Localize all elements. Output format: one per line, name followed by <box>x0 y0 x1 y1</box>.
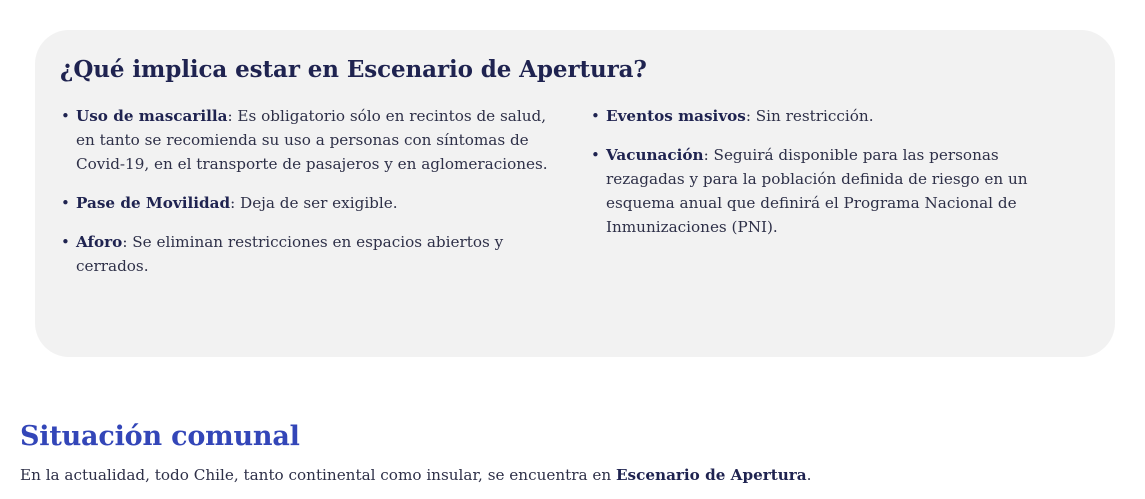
list-item-text: : Es obligatorio sólo en recintos de salud, en tanto se recomienda su uso a personas con síntomas de Covid-19, en el transporte de pasajeros y en aglomeraciones. <box>76 107 548 173</box>
opening-scenario-card <box>35 30 1115 357</box>
bullet-icon: • <box>591 107 600 125</box>
list-item-term: Uso de mascarilla <box>76 107 228 125</box>
list-item-term: Eventos masivos <box>606 107 746 125</box>
list-item-text: : Sin restricción. <box>745 107 874 125</box>
card-title: ¿Qué implica estar en Escenario de Apertura? <box>60 56 647 83</box>
bullet-icon: • <box>61 194 70 212</box>
list-item-mask <box>60 104 550 176</box>
left-column <box>60 104 550 293</box>
list-item-text: : Seguirá disponible para las personas rezagadas y para la población definida de riesgo en un esquema anual que definirá el Programa Nacional de Inmunizaciones (PNI). <box>606 146 1028 236</box>
list-item-text: : Se eliminan restricciones en espacios abiertos y cerrados. <box>76 233 504 275</box>
bullet-icon: • <box>591 146 600 164</box>
right-list <box>590 104 1040 239</box>
list-item-text: : Deja de ser exigible. <box>230 194 398 212</box>
bullet-icon: • <box>61 107 70 125</box>
list-item-vaccination <box>590 143 1040 239</box>
right-column <box>590 104 1040 254</box>
list-item-term: Pase de Movilidad <box>76 194 231 212</box>
list-item-term: Vacunación <box>606 146 704 164</box>
bullet-icon: • <box>61 233 70 251</box>
section-text-before: En la actualidad, todo Chile, tanto continental como insular, se encuentra en <box>20 466 616 484</box>
list-item-capacity <box>60 230 550 278</box>
left-list <box>60 104 550 278</box>
list-item-mass-events <box>590 104 1040 128</box>
section-text-after: . <box>806 466 812 484</box>
list-item-mobility-pass <box>60 191 550 215</box>
section-text-bold: Escenario de Apertura <box>615 466 807 484</box>
section-text <box>20 463 811 487</box>
section-title: Situación comunal <box>20 421 300 452</box>
list-item-term: Aforo <box>76 233 123 251</box>
